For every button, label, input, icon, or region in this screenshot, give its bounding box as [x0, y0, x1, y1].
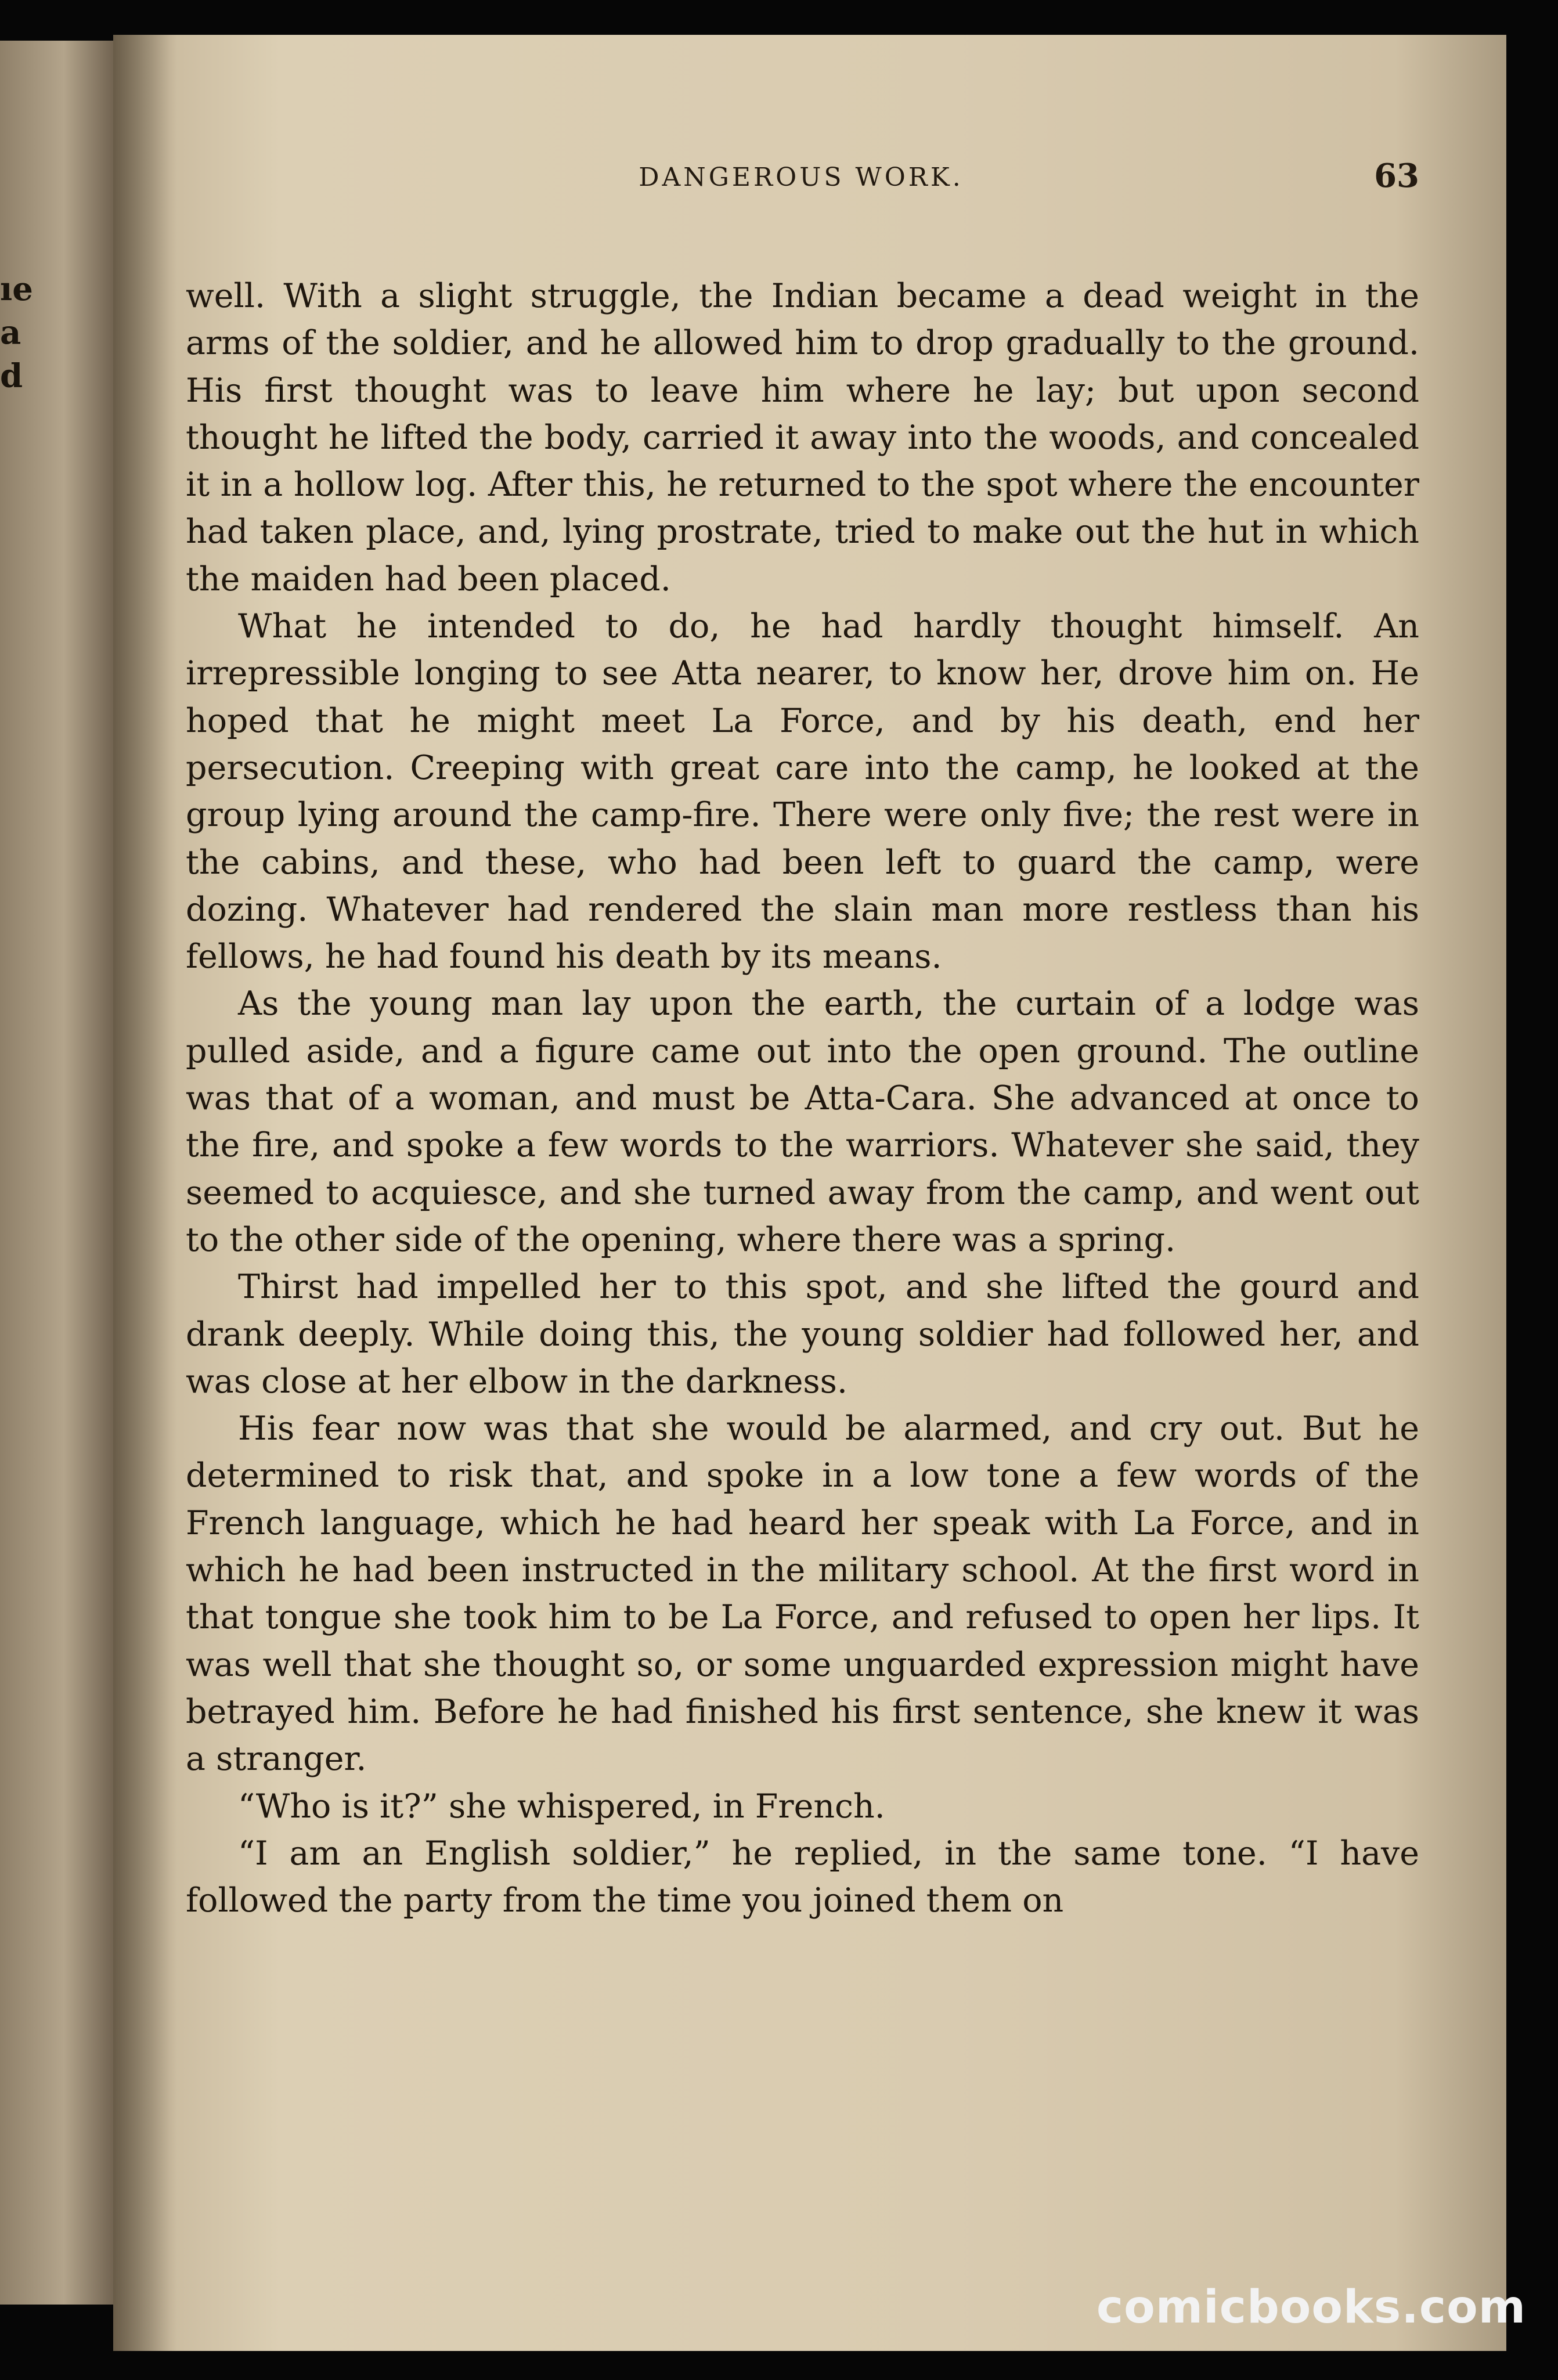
watermark: comicbooks.com [1096, 2281, 1526, 2334]
paragraph-4: Thirst had impelled her to this spot, and she lifted the gourd and drank deeply. While doing this, the young soldier had followed her, and was close at her elbow in the darkness. [186, 1268, 1419, 1401]
book-page [113, 35, 1506, 2351]
page-body [186, 273, 1419, 1924]
left-page-fragment-1: ıe [0, 270, 33, 308]
gutter-shadow [113, 35, 177, 2351]
left-page-fragment-2: a [0, 313, 21, 352]
paragraph-3: As the young man lay upon the earth, the curtain of a lodge was pulled aside, and a figure came out into the open ground. The outline was that of a woman, and must be Atta-Cara. She advanced at once to the fire, and spoke a few words to the warriors. Whatever she said, they seemed to acquiesce, and she turned away from the camp, and went out to the other side of the opening, where there was a spring. [186, 985, 1419, 1259]
page-number: 63 [1374, 157, 1419, 195]
paragraph-5: His fear now was that she would be alarmed, and cry out. But he determined to risk that, and spoke in a low tone a few words of the French language, which he had heard her speak with La Force, and in which he had been instructed in the military school. At the first word in that tongue she took him to be La Force, and refused to open her lips. It was well that she thought so, or some unguarded expression might have betrayed him. Before he had finished his first sentence, she knew it was a stranger. [186, 1409, 1419, 1779]
page-header [183, 151, 1419, 215]
paragraph-6: “Who is it?” she whispered, in French. [238, 1787, 885, 1826]
paragraph-1: well. With a slight struggle, the Indian became a dead weight in the arms of the soldier, and he allowed him to drop gradually to the ground. His first thought was to leave him where he lay; but upon second thought he lifted the body, carried it away into the woods, and concealed it in a hollow log. After this, he returned to the spot where the encounter had taken place, and, lying prostrate, tried to make out the hut in which the maiden had been placed. [186, 277, 1419, 598]
left-page-edge [0, 41, 116, 2305]
left-page-fragment-3: d [0, 357, 23, 395]
running-head: DANGEROUS WORK. [639, 163, 964, 192]
paragraph-2: What he intended to do, he had hardly thought himself. An irrepressible longing to see Atta nearer, to know her, drove him on. He hoped that he might meet La Force, and by his death, end her persecution. Creeping with great care into the camp, he looked at the group lying around the camp-fire. There were only five; the rest were in the cabins, and these, who had been left to guard the camp, were dozing. Whatever had rendered the slain man more restless than his fellows, he had found his death by its means. [186, 607, 1419, 976]
paragraph-7: “I am an English soldier,” he replied, in the same tone. “I have followed the party from the time you joined them on [186, 1834, 1419, 1920]
